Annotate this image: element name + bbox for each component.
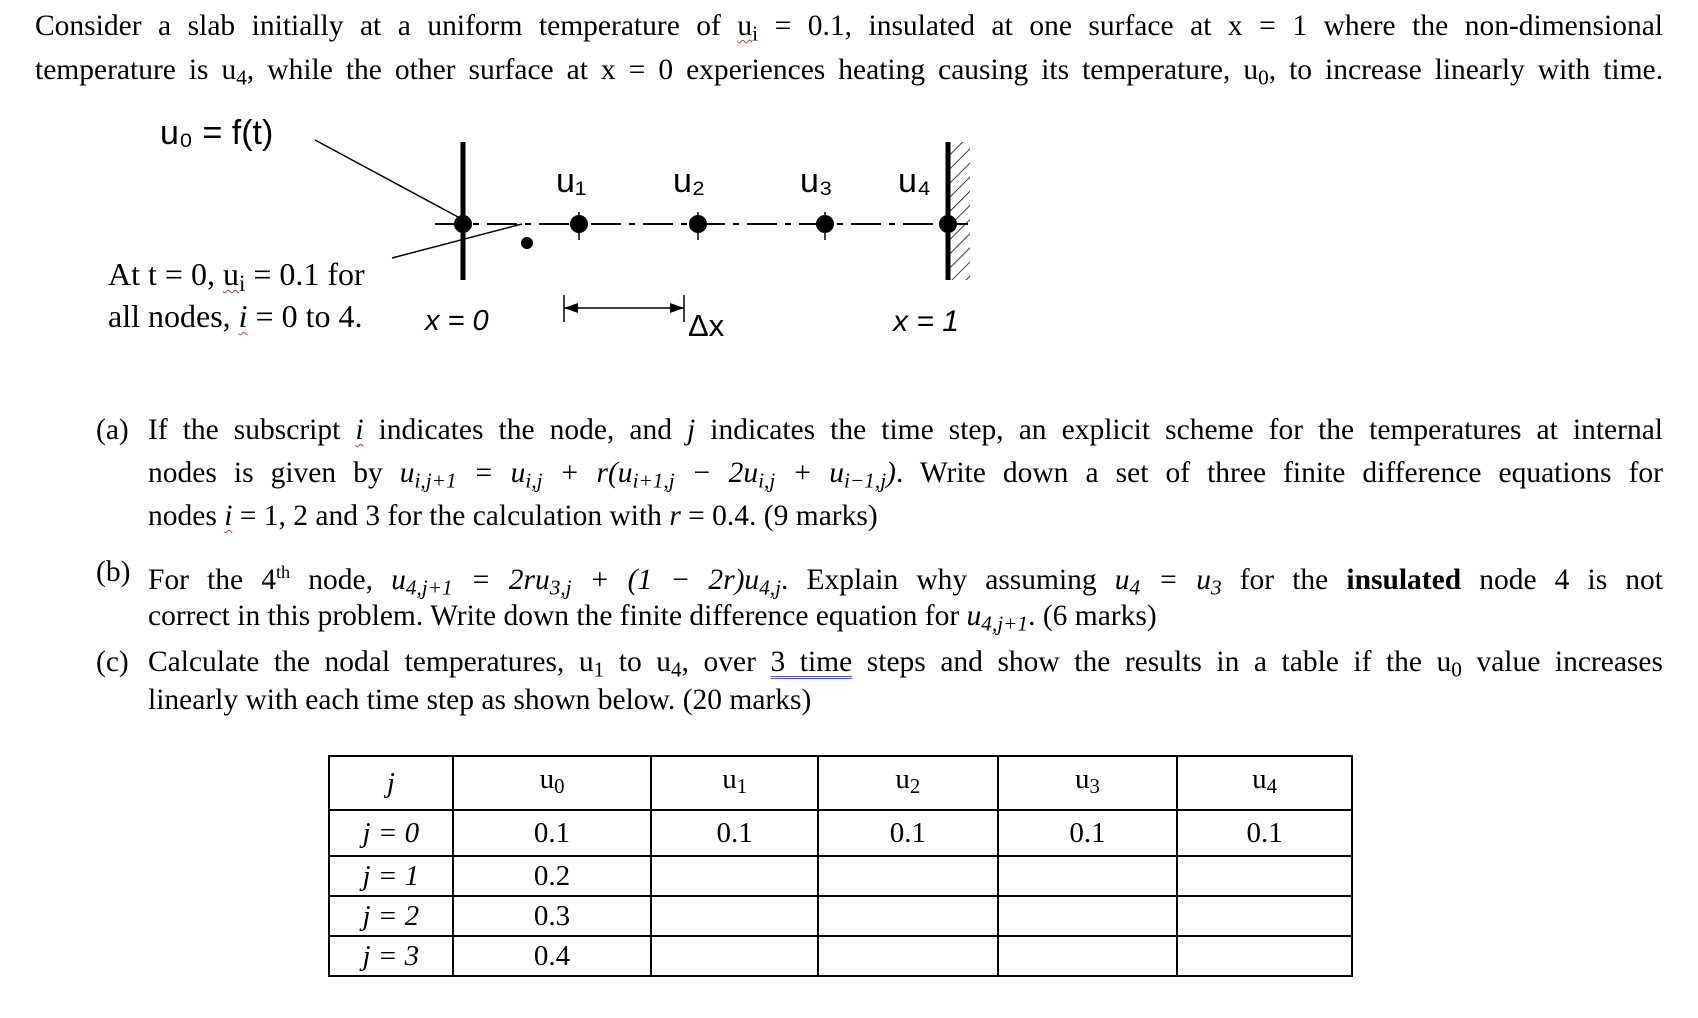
- table-row: [329, 810, 1352, 856]
- node-2: [689, 215, 707, 233]
- cell-u2[interactable]: [818, 936, 998, 976]
- intro-text: , to increase linearly with time.: [1268, 54, 1664, 86]
- header-u4: $u_4$: [1177, 756, 1352, 810]
- cell-u1: 0.1: [651, 810, 818, 856]
- u4-label: u₄: [898, 162, 931, 200]
- header-j: j: [329, 756, 453, 810]
- header-u2: $u_2$: [818, 756, 998, 810]
- initial-condition-line-2: all nodes, i = 0 to 4.: [108, 298, 363, 334]
- table-row: [329, 856, 1352, 896]
- cell-u4[interactable]: [1177, 896, 1352, 936]
- u1-label: u₁: [556, 162, 587, 200]
- cell-j: j = 3: [329, 936, 453, 976]
- part-c-tag: (c): [96, 646, 129, 678]
- insulated-wall-hatching: [950, 142, 970, 280]
- x0-label: x = 0: [425, 305, 489, 337]
- cell-u1[interactable]: [651, 856, 818, 896]
- cell-u0: 0.2: [453, 856, 652, 896]
- intro-text: , while the other surface at x = 0 experiences heating causing its temperature,: [246, 54, 1244, 86]
- node-1: [570, 215, 588, 233]
- cell-u4: 0.1: [1177, 810, 1352, 856]
- dx-label: Δx: [688, 308, 725, 343]
- u4-symbol: $u_4$: [221, 54, 247, 90]
- part-b-line-2: correct in this problem. Write down the finite difference equation for $u_{4,j+1}$. (6 marks): [148, 600, 1157, 636]
- intro-text: Consider a slab initially at a uniform temperature of: [35, 10, 738, 42]
- table-header-row: [329, 756, 1352, 810]
- x1-label: x = 1: [893, 305, 959, 338]
- cell-u3[interactable]: [998, 896, 1178, 936]
- intro-line-2: [35, 50, 1663, 97]
- cell-u2[interactable]: [818, 896, 998, 936]
- table-row: [329, 936, 1352, 976]
- table-row: [329, 896, 1352, 936]
- part-b-line-1: For the 4th node, $u_{4,j+1} = 2ru_{3,j} + (1 - 2r)u_{4,j}$. Explain why assuming $u_4 = u_3$ for the insulated node 4 is not: [148, 562, 1663, 600]
- part-c-line-1: Calculate the nodal temperatures, $u_1$ to $u_4$, over 3 time steps and show the results in a table if the $u_0$ value increases: [148, 646, 1663, 682]
- cell-u4[interactable]: [1177, 856, 1352, 896]
- slab-diagram: [0, 100, 1698, 400]
- cell-u2[interactable]: [818, 856, 998, 896]
- node-4: [939, 215, 957, 233]
- cell-u3[interactable]: [998, 856, 1178, 896]
- cell-u4[interactable]: [1177, 936, 1352, 976]
- node-3: [816, 215, 834, 233]
- init-pointer-dot: [521, 237, 533, 249]
- u0-symbol: $u_0$: [1243, 54, 1269, 90]
- cell-j: j = 2: [329, 896, 453, 936]
- part-a-line-1: If the subscript i indicates the node, and j indicates the time step, an explicit scheme for the temperatures at internal: [148, 414, 1663, 446]
- cell-j: j = 0: [329, 810, 453, 856]
- cell-u0: 0.4: [453, 936, 652, 976]
- intro-text: = 0.1, insulated at one surface at x = 1 where the non-dimensional: [758, 10, 1663, 42]
- cell-u0: 0.3: [453, 896, 652, 936]
- node4-equation: $u_{4,j+1} = 2ru_{3,j} + (1 - 2r)u_{4,j}$: [391, 563, 781, 600]
- cell-u1[interactable]: [651, 936, 818, 976]
- ui-symbol: $u_i$: [737, 10, 759, 46]
- explicit-scheme-equation: $u_{i,j+1} = u_{i,j} + r(u_{i+1,j} - 2u_{i,j} + u_{i-1,j})$: [399, 457, 896, 493]
- cell-u2: 0.1: [818, 810, 998, 856]
- part-c-line-2: linearly with each time step as shown below. (20 marks): [148, 684, 812, 716]
- cell-u1[interactable]: [651, 896, 818, 936]
- header-u3: $u_3$: [998, 756, 1178, 810]
- part-a-line-2: nodes is given by $u_{i,j+1} = u_{i,j} + r(u_{i+1,j} - 2u_{i,j} + u_{i-1,j})$. Write down a set of three finite difference equations for: [148, 457, 1663, 493]
- part-b-tag: (b): [96, 556, 131, 588]
- header-u0: $u_0$: [453, 756, 652, 810]
- u0-label: u₀ = f(t): [160, 114, 274, 152]
- part-a-tag: (a): [96, 414, 129, 446]
- u3-label: u₃: [800, 162, 833, 200]
- results-table: [328, 755, 1353, 977]
- cell-u0: 0.1: [453, 810, 652, 856]
- part-a-line-3: nodes i = 1, 2 and 3 for the calculation with r = 0.4. (9 marks): [148, 500, 878, 532]
- cell-u3[interactable]: [998, 936, 1178, 976]
- u4-eq-u3: $u_4 = u_3$: [1114, 563, 1222, 600]
- header-u1: $u_1$: [651, 756, 818, 810]
- cell-j: j = 1: [329, 856, 453, 896]
- intro-text: temperature is: [35, 54, 222, 86]
- u2-label: u₂: [673, 162, 706, 200]
- cell-u3: 0.1: [998, 810, 1178, 856]
- u0-pointer-line: [315, 140, 458, 217]
- initial-condition-line-1: At t = 0, $u_i = 0.1$ for: [108, 256, 365, 296]
- node-0: [454, 215, 472, 233]
- intro-line-1: [35, 6, 1663, 53]
